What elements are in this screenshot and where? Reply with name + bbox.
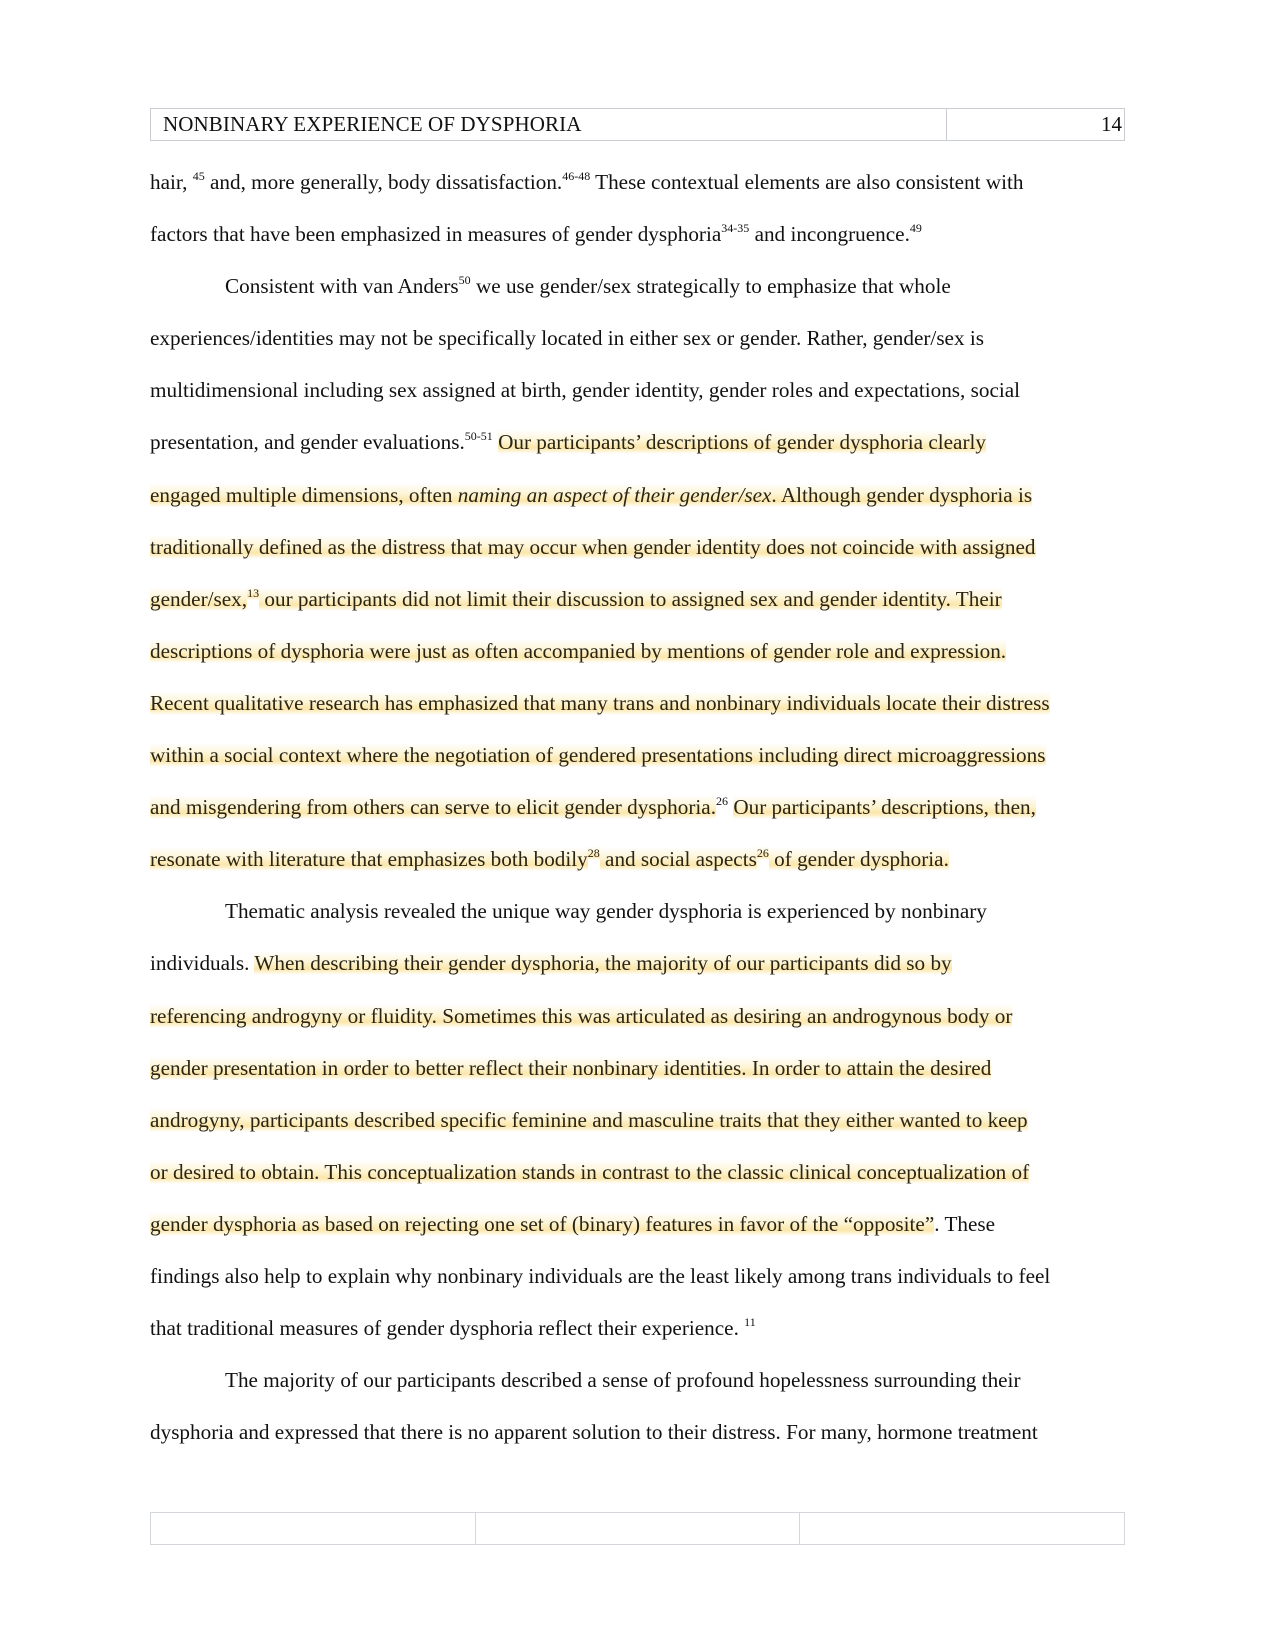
- highlighted-text: or desired to obtain. This conceptualization stands in contrast to the classic clinical conceptualization of: [150, 1159, 1030, 1184]
- citation-superscript: 34-35: [721, 221, 750, 236]
- text-line: [150, 1416, 1140, 1468]
- highlighted-text: gender/sex,: [150, 586, 248, 611]
- citation-superscript: 49: [909, 221, 922, 236]
- text-line: [150, 843, 1140, 895]
- highlighted-text: within a social context where the negotiation of gendered presentations including direct microaggressions: [150, 743, 1046, 768]
- page-number: 14: [1101, 112, 1122, 136]
- citation-superscript: 50-51: [464, 429, 493, 444]
- text-line: [150, 1104, 1140, 1156]
- citation-superscript: 26: [756, 846, 769, 861]
- text-line: [150, 1260, 1140, 1312]
- text-line: [150, 426, 1140, 478]
- highlighted-text: traditionally defined as the distress that may occur when gender identity does not coincide with assigned: [150, 534, 1036, 559]
- text-run: Thematic analysis revealed the unique way gender dysphoria is experienced by nonbinary: [225, 899, 987, 924]
- highlighted-text: engaged multiple dimensions, often: [150, 482, 458, 507]
- text-run: and, more generally, body dissatisfaction.: [204, 170, 563, 194]
- footer-table: [150, 1512, 1125, 1545]
- text-line: [150, 1000, 1140, 1052]
- footer-cell-center: [476, 1513, 801, 1544]
- text-run: dysphoria and expressed that there is no apparent solution to their distress. For many, hormone treatment: [150, 1420, 1038, 1445]
- highlighted-text: androgyny, participants described specific feminine and masculine traits that they either wanted to keep: [150, 1107, 1028, 1132]
- citation-superscript: 46-48: [562, 169, 591, 183]
- body-text: [150, 166, 1140, 1468]
- text-line: [150, 270, 1140, 322]
- text-line: [150, 895, 1140, 947]
- highlighted-text: our participants did not limit their discussion to assigned sex and gender identity. Their: [259, 586, 1002, 611]
- footer-cell-left: [151, 1513, 476, 1544]
- highlighted-text: naming an aspect of their gender/sex: [457, 482, 772, 507]
- text-line: [150, 1208, 1140, 1260]
- text-line: [150, 218, 1140, 270]
- text-line: [150, 1156, 1140, 1208]
- highlighted-text: . Although gender dysphoria is: [771, 482, 1033, 507]
- running-header: [150, 108, 1125, 141]
- text-line: [150, 166, 1140, 218]
- highlighted-text: Recent qualitative research has emphasized that many trans and nonbinary individuals locate their distress: [150, 690, 1050, 715]
- text-line: [150, 635, 1140, 687]
- text-run: we use gender/sex strategically to emphasize that whole: [470, 274, 951, 299]
- text-run: . These: [934, 1211, 996, 1236]
- citation-superscript: 50: [458, 273, 471, 288]
- text-run: findings also help to explain why nonbinary individuals are the least likely among trans individuals to feel: [150, 1263, 1051, 1288]
- highlighted-text: When describing their gender dysphoria, the majority of our participants did so by: [254, 951, 952, 976]
- text-line: [150, 1312, 1140, 1364]
- text-run: multidimensional including sex assigned at birth, gender identity, gender roles and expectations, social: [150, 378, 1021, 403]
- text-run: and incongruence.: [749, 222, 910, 247]
- text-run: experiences/identities may not be specifically located in either sex or gender. Rather, gender/sex is: [150, 326, 984, 351]
- text-line: [150, 739, 1140, 791]
- text-run: that traditional measures of gender dysphoria reflect their experience.: [150, 1316, 745, 1341]
- text-run: factors that have been emphasized in measures of gender dysphoria: [150, 222, 722, 247]
- text-line: [150, 1364, 1140, 1416]
- text-line: [150, 583, 1140, 635]
- text-line: [150, 791, 1140, 843]
- text-line: [150, 687, 1140, 739]
- text-run: The majority of our participants described a sense of profound hopelessness surrounding their: [225, 1368, 1021, 1393]
- highlighted-text: and social aspects: [599, 847, 757, 872]
- citation-superscript: 11: [744, 1315, 756, 1330]
- citation-superscript: 28: [587, 846, 600, 861]
- text-run: individuals.: [150, 951, 255, 976]
- text-run: These contextual elements are also consistent with: [590, 170, 1024, 194]
- highlighted-text: gender dysphoria as based on rejecting one set of (binary) features in favor of the “opposite”: [150, 1211, 935, 1236]
- text-run: presentation, and gender evaluations.: [150, 430, 465, 455]
- citation-superscript: 13: [247, 585, 260, 600]
- text-line: [150, 374, 1140, 426]
- highlighted-text: resonate with literature that emphasizes both bodily: [150, 847, 588, 872]
- citation-superscript: 26: [716, 794, 729, 809]
- text-line: [150, 479, 1140, 531]
- text-run: hair,: [150, 170, 193, 194]
- highlighted-text: referencing androgyny or fluidity. Sometimes this was articulated as desiring an androgynous body or: [150, 1003, 1013, 1028]
- citation-superscript: 45: [192, 169, 205, 183]
- text-run: Consistent with van Anders: [225, 274, 459, 299]
- running-head-title: NONBINARY EXPERIENCE OF DYSPHORIA: [151, 109, 947, 140]
- text-line: [150, 947, 1140, 999]
- highlighted-text: of gender dysphoria.: [768, 847, 949, 872]
- highlighted-text: descriptions of dysphoria were just as often accompanied by mentions of gender role and expression.: [150, 638, 1007, 663]
- footer-cell-right: [800, 1513, 1124, 1544]
- highlighted-text: Our participants’ descriptions, then,: [733, 795, 1036, 820]
- highlighted-text: Our participants’ descriptions of gender dysphoria clearly: [498, 430, 986, 455]
- highlighted-text: gender presentation in order to better reflect their nonbinary identities. In order to attain the desired: [150, 1055, 992, 1080]
- highlighted-text: and misgendering from others can serve to elicit gender dysphoria.: [150, 795, 717, 820]
- text-line: [150, 531, 1140, 583]
- text-line: [150, 1052, 1140, 1104]
- text-line: [150, 322, 1140, 374]
